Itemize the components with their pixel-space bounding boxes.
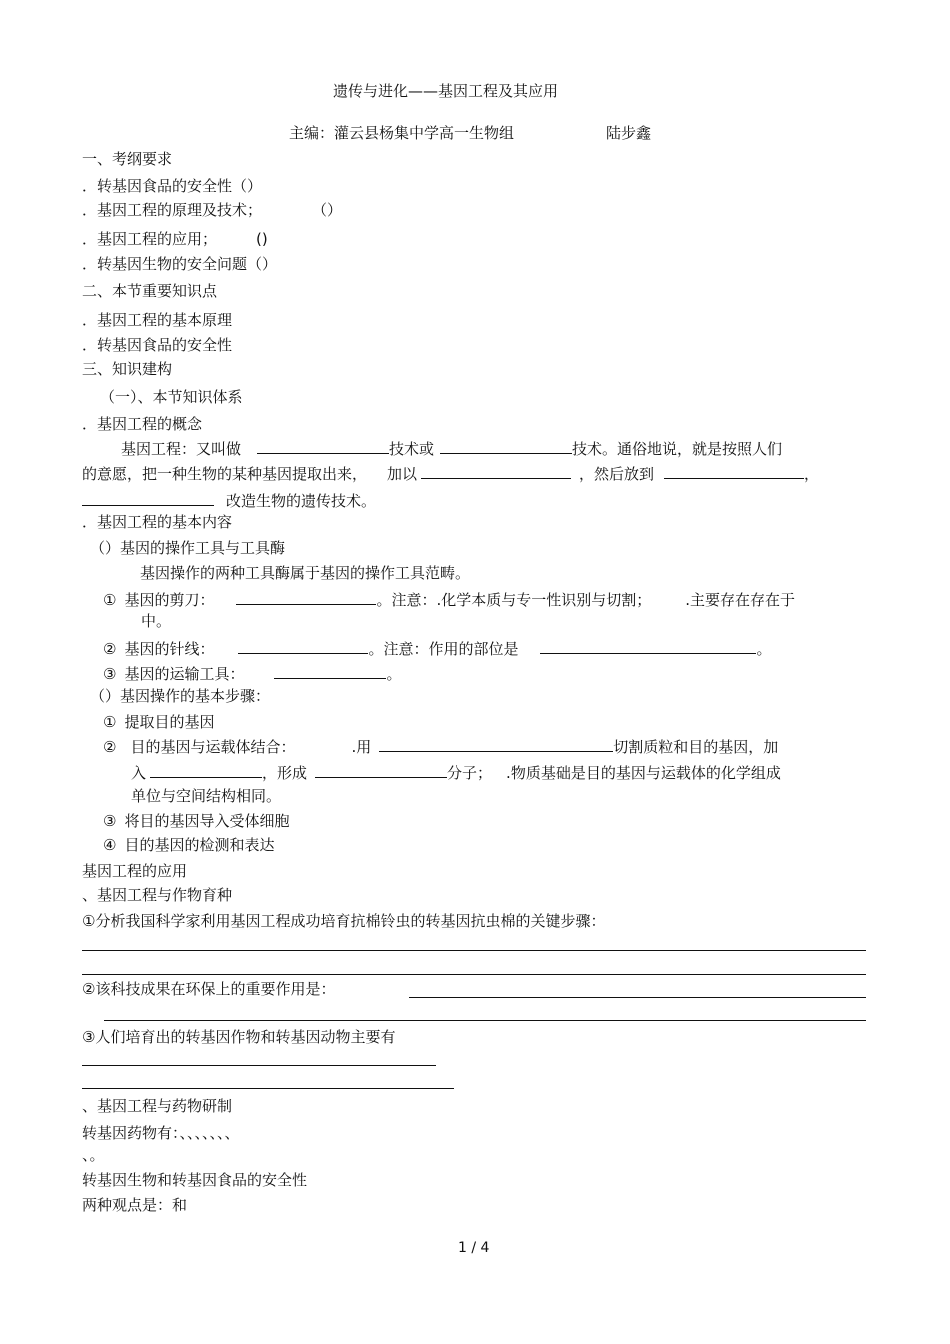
tool-line xyxy=(103,663,401,684)
concept-text: 的意愿，把一种生物的某种基因提取出来， xyxy=(82,465,368,483)
body-text: .物质基础是目的基因与运载体的化学组成 xyxy=(506,764,781,782)
answer-blank[interactable] xyxy=(236,589,376,605)
concept-text: 加以 xyxy=(387,465,418,483)
topic-heading: ．基因工程的基本内容 xyxy=(82,513,233,531)
body-text: 基因的剪刀： xyxy=(124,591,215,609)
answer-line[interactable] xyxy=(82,1088,454,1089)
body-text: 基因操作的两种工具酶属于基因的操作工具范畴。 xyxy=(140,564,471,582)
level-mark: () xyxy=(256,230,268,248)
concept-text: 改造生物的遗传技术。 xyxy=(226,492,377,510)
subsection-heading: （一）、本节知识体系 xyxy=(100,388,243,406)
editor-line: 主编：灌云县杨集中学高一生物组 xyxy=(289,124,515,142)
body-text: 。 xyxy=(756,640,772,658)
section-heading: 二、本节重要知识点 xyxy=(82,282,218,300)
body-text: ，形成 xyxy=(262,764,308,782)
body-text: 。 xyxy=(386,665,402,683)
requirement-item: ．转基因食品的安全性（） xyxy=(82,177,263,195)
answer-blank[interactable] xyxy=(82,490,214,506)
subtopic-heading: 、基因工程与药物研制 xyxy=(82,1097,233,1115)
body-text: 。注意：.化学本质与专一性识别与切割； xyxy=(376,591,652,609)
concept-line xyxy=(82,463,819,484)
body-text: 入 xyxy=(131,764,147,782)
requirement-item: ．基因工程的原理及技术； xyxy=(82,201,263,219)
answer-line[interactable] xyxy=(409,997,866,998)
concept-text: ， xyxy=(804,465,820,483)
answer-blank[interactable] xyxy=(150,762,262,778)
circled-number: ① xyxy=(103,591,117,609)
circled-number: ④ xyxy=(103,836,117,854)
answer-line[interactable] xyxy=(82,950,866,951)
step-line xyxy=(103,835,274,855)
body-text: 将目的基因导入受体细胞 xyxy=(124,812,290,830)
answer-line[interactable] xyxy=(104,1020,866,1021)
requirement-item: ．基因工程的应用； xyxy=(82,230,218,248)
answer-blank[interactable] xyxy=(315,762,447,778)
body-text: 转基因药物有：、、、、、、、 xyxy=(82,1124,240,1142)
topic-heading: 基因工程的应用 xyxy=(82,862,188,880)
page-title: 遗传与进化——基因工程及其应用 xyxy=(333,82,559,100)
concept-text: 技术或 xyxy=(389,440,435,458)
level-mark: （） xyxy=(312,201,343,219)
body-text: 。注意：作用的部位是 xyxy=(368,640,519,658)
requirement-item: ．转基因生物的安全问题（） xyxy=(82,255,278,273)
answer-blank[interactable] xyxy=(257,438,389,454)
answer-blank[interactable] xyxy=(664,463,804,479)
topic-heading: 转基因生物和转基因食品的安全性 xyxy=(82,1171,308,1189)
body-text: 基因的针线： xyxy=(124,640,215,658)
concept-line xyxy=(121,438,782,459)
step-line xyxy=(131,762,781,783)
circled-number: ① xyxy=(103,713,117,731)
tool-line xyxy=(103,589,795,610)
answer-blank[interactable] xyxy=(540,638,756,654)
subtopic-heading: （）基因的操作工具与工具酶 xyxy=(90,539,286,557)
answer-blank[interactable] xyxy=(440,438,572,454)
body-text: .用 xyxy=(351,738,372,756)
concept-text: ，然后放到 xyxy=(579,465,655,483)
concept-text: 基因工程：又叫做 xyxy=(121,440,242,458)
body-text: 切割质粒和目的基因，加 xyxy=(613,738,779,756)
question-text: ①分析我国科学家利用基因工程成功培育抗棉铃虫的转基因抗虫棉的关键步骤： xyxy=(82,912,606,930)
body-text: 分子； xyxy=(447,764,493,782)
step-line xyxy=(103,712,214,732)
tool-line xyxy=(103,638,772,659)
answer-blank[interactable] xyxy=(238,638,368,654)
body-text: 目的基因与运载体结合： xyxy=(130,738,296,756)
editor-name: 陆步鑫 xyxy=(606,124,652,142)
subtopic-heading: 、基因工程与作物育种 xyxy=(82,886,233,904)
question-text: ②该科技成果在环保上的重要作用是： xyxy=(82,980,336,998)
body-text: 、。 xyxy=(82,1146,105,1164)
concept-line xyxy=(82,490,376,511)
answer-line[interactable] xyxy=(82,1065,436,1066)
circled-number: ② xyxy=(103,738,117,756)
circled-number: ③ xyxy=(103,665,117,683)
question-text: ③人们培育出的转基因作物和转基因动物主要有 xyxy=(82,1028,396,1046)
body-text: .主要存在存在于 xyxy=(685,591,796,609)
page-number: 1 / 4 xyxy=(458,1240,490,1256)
body-text: 目的基因的检测和表达 xyxy=(124,836,275,854)
section-heading: 三、知识建构 xyxy=(82,360,173,378)
answer-line[interactable] xyxy=(82,974,866,975)
body-text: 两种观点是：和 xyxy=(82,1196,188,1214)
circled-number: ③ xyxy=(103,812,117,830)
knowledge-item: ．转基因食品的安全性 xyxy=(82,336,233,354)
body-text: 单位与空间结构相同。 xyxy=(131,787,282,805)
body-text: 中。 xyxy=(141,612,172,630)
knowledge-item: ．基因工程的基本原理 xyxy=(82,311,233,329)
answer-blank[interactable] xyxy=(379,736,613,752)
answer-blank[interactable] xyxy=(274,663,386,679)
step-line xyxy=(103,736,778,757)
concept-text: 技术。通俗地说，就是按照人们 xyxy=(572,440,783,458)
topic-heading: ．基因工程的概念 xyxy=(82,415,203,433)
section-heading: 一、考纲要求 xyxy=(82,150,173,168)
answer-blank[interactable] xyxy=(421,463,571,479)
body-text: 基因的运输工具： xyxy=(124,665,245,683)
subtopic-heading: （）基因操作的基本步骤： xyxy=(90,687,271,705)
step-line xyxy=(103,811,289,831)
circled-number: ② xyxy=(103,640,117,658)
body-text: 提取目的基因 xyxy=(124,713,215,731)
